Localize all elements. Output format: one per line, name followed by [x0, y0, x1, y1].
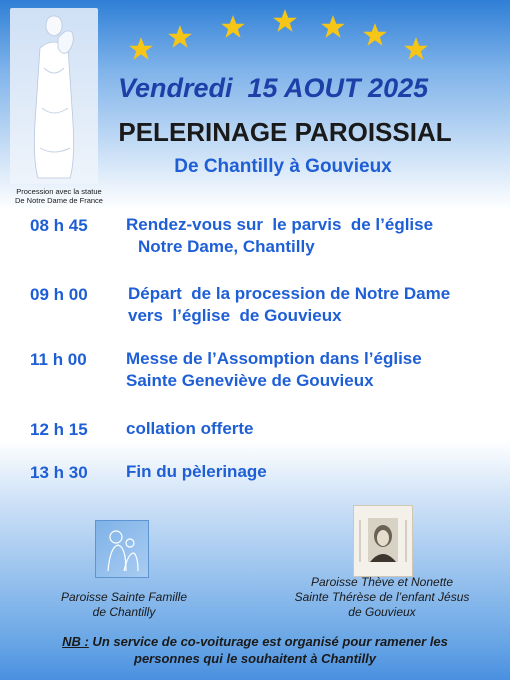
schedule-description [126, 348, 486, 392]
schedule-time: 12 h 15 [30, 420, 88, 439]
parish-line: Paroisse Thève et Nonette [310, 575, 454, 589]
page-subtitle: De Chantilly à Gouvieux [174, 156, 392, 177]
parish-line: de Gouvieux [348, 605, 416, 619]
schedule-line: Départ de la procession de Notre Dame [128, 284, 451, 303]
statue-image [10, 8, 98, 184]
note-text-line2: personnes qui le souhaitent à Chantilly [134, 651, 376, 666]
schedule-time: 11 h 00 [30, 350, 87, 369]
schedule-line: Rendez-vous sur le parvis de l’église [126, 215, 434, 234]
schedule-line: collation offerte [126, 419, 254, 438]
star-icon [128, 36, 154, 62]
event-date: Vendredi 15 AOUT 2025 [118, 73, 429, 103]
caption-line: Procession avec la statue [16, 187, 102, 196]
caption-line: De Notre Dame de France [15, 196, 103, 205]
schedule-line: Notre Dame, Chantilly [138, 237, 315, 256]
note-text: Un service de co-voiturage est organisé pour ramener les [88, 634, 448, 649]
star-icon [320, 14, 346, 40]
page-title: PELERINAGE PAROISSIAL [118, 117, 452, 147]
statue-caption [0, 187, 118, 205]
parish-line: de Chantilly [92, 605, 156, 619]
schedule-line: Sainte Geneviève de Gouvieux [126, 371, 374, 390]
parish-logo-sainte-therese [353, 505, 413, 577]
schedule-time: 08 h 45 [30, 216, 88, 235]
note-label: NB : [62, 634, 89, 649]
star-icon [272, 8, 298, 34]
star-icon [403, 36, 429, 62]
schedule-line: Fin du pèlerinage [126, 462, 267, 481]
schedule-description [126, 418, 486, 440]
schedule-time: 09 h 00 [30, 285, 88, 304]
parish-logo-sainte-famille [95, 520, 149, 578]
parish-right-name [272, 575, 492, 620]
schedule-description [126, 461, 486, 483]
parish-line: Sainte Thérèse de l’enfant Jésus [294, 590, 470, 604]
carpool-note [14, 633, 496, 667]
schedule-line: vers l’église de Gouvieux [128, 306, 342, 325]
schedule-time: 13 h 30 [30, 463, 88, 482]
schedule-description [126, 214, 486, 258]
schedule-description [128, 283, 498, 327]
parish-line: Paroisse Sainte Famille [60, 590, 188, 604]
star-icon [362, 22, 388, 48]
star-icon [167, 24, 193, 50]
parish-left-name [44, 590, 204, 620]
schedule-line: Messe de l’Assomption dans l’église [126, 349, 422, 368]
star-icon [220, 14, 246, 40]
